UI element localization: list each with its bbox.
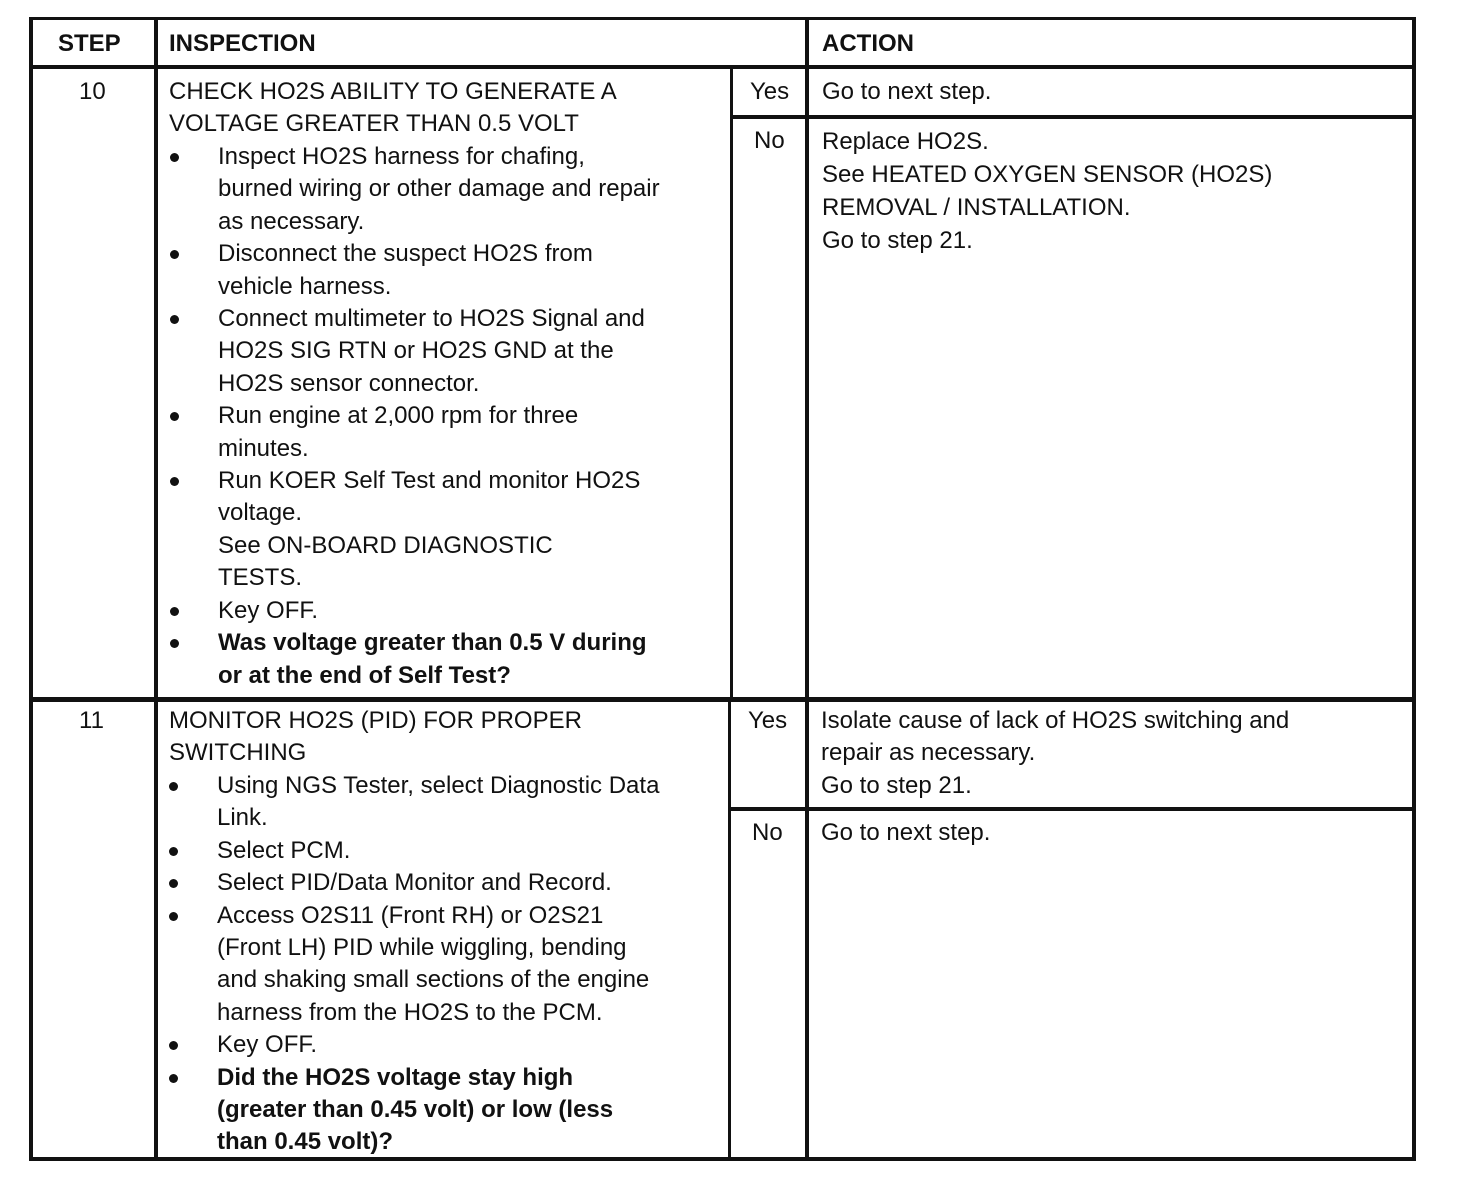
inspection-title-line: CHECK HO2S ABILITY TO GENERATE A	[169, 78, 617, 105]
bullet-item: Key OFF.	[170, 595, 660, 627]
header-action: ACTION	[822, 30, 914, 57]
bullet-item-question: Did the HO2S voltage stay high (greater than 0.45 volt) or low (less than 0.45 volt)?	[169, 1062, 659, 1159]
row10-yes-no-divider	[730, 115, 1412, 119]
no-label: No	[752, 819, 783, 846]
inspection-bullets	[170, 141, 660, 692]
inspection-title-line: SWITCHING	[169, 739, 307, 767]
header-step: STEP	[58, 30, 121, 57]
bullet-item: Select PCM.	[169, 835, 659, 867]
row11-yes-no-divider	[728, 807, 1412, 811]
inspection-title-line: MONITOR HO2S (PID) FOR PROPER	[169, 707, 582, 734]
header-bottom-border	[33, 65, 1412, 69]
yes-action: Go to next step.	[822, 78, 992, 105]
yes-label: Yes	[748, 707, 788, 734]
divider-inspection-yesno-row10	[730, 68, 733, 701]
divider-yesno-action	[805, 20, 809, 1157]
header-inspection: INSPECTION	[169, 30, 316, 57]
bullet-icon	[169, 1041, 178, 1050]
bullet-item: Connect multimeter to HO2S Signal and HO2S SIG RTN or HO2S GND at the HO2S sensor connector.	[170, 303, 660, 400]
bullet-icon	[169, 782, 178, 791]
bullet-item: Disconnect the suspect HO2S from vehicle harness.	[170, 238, 660, 303]
inspection-bullets	[169, 770, 659, 1159]
bullet-item-question: Was voltage greater than 0.5 V during or at the end of Self Test?	[170, 627, 660, 692]
bullet-icon	[169, 847, 178, 856]
bullet-icon	[170, 607, 179, 616]
bullet-icon	[169, 912, 178, 921]
bullet-icon	[170, 477, 179, 486]
bullet-icon	[170, 412, 179, 421]
bullet-icon	[169, 879, 178, 888]
row-divider	[33, 697, 1412, 702]
no-action: Replace HO2S. See HEATED OXYGEN SENSOR (HO2S) REMOVAL / INSTALLATION. Go to step 21.	[822, 128, 1273, 254]
bullet-item: Inspect HO2S harness for chafing, burned wiring or other damage and repair as necessary.	[170, 141, 660, 238]
divider-step-inspection	[154, 20, 158, 1157]
bullet-icon	[170, 153, 179, 162]
bullet-item: Select PID/Data Monitor and Record.	[169, 867, 659, 899]
bullet-icon	[170, 250, 179, 259]
bullet-item: Key OFF.	[169, 1029, 659, 1061]
yes-action: Isolate cause of lack of HO2S switching and repair as necessary. Go to step 21.	[821, 707, 1290, 799]
yes-label: Yes	[750, 78, 790, 105]
bullet-item: Run engine at 2,000 rpm for three minutes.	[170, 400, 660, 465]
no-action: Go to next step.	[821, 819, 991, 846]
bullet-icon	[169, 1074, 178, 1083]
bullet-item: Access O2S11 (Front RH) or O2S21 (Front LH) PID while wiggling, bending and shaking small sections of the engine harness from the HO2S to the PCM.	[169, 900, 659, 1030]
inspection-title	[169, 705, 582, 770]
inspection-title	[169, 76, 617, 141]
step-number: 11	[79, 707, 104, 734]
step-number: 10	[79, 78, 106, 105]
no-label: No	[754, 127, 785, 154]
bullet-icon	[170, 639, 179, 648]
inspection-title-line: VOLTAGE GREATER THAN 0.5 VOLT	[169, 110, 579, 138]
divider-inspection-yesno-row11	[728, 701, 731, 1157]
bullet-item: Using NGS Tester, select Diagnostic Data Link.	[169, 770, 659, 835]
bullet-icon	[170, 315, 179, 324]
bullet-item: Run KOER Self Test and monitor HO2S voltage. See ON-BOARD DIAGNOSTIC TESTS.	[170, 465, 660, 595]
